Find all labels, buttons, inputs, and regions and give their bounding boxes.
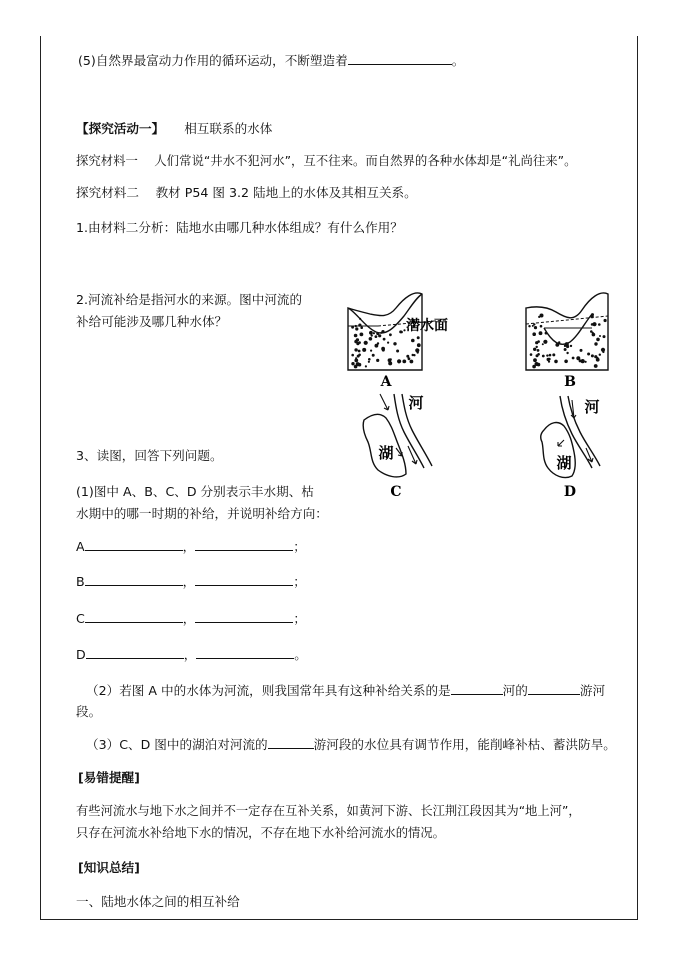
- soil-dot: [601, 348, 605, 352]
- soil-dot: [537, 349, 540, 352]
- easy-error-title: [易错提醒]: [78, 770, 140, 785]
- q3-2-blank-1[interactable]: [451, 683, 503, 695]
- soil-dot: [538, 316, 540, 318]
- river-label-d: 河: [584, 398, 600, 416]
- soil-dot: [356, 362, 360, 366]
- soil-dot: [594, 364, 598, 368]
- soil-dot: [354, 348, 357, 351]
- lake-label-c: 湖: [378, 444, 394, 462]
- soil-dot: [528, 325, 530, 327]
- answer-row-d: D ， 。: [76, 647, 307, 662]
- figure-d: [530, 390, 614, 502]
- question-3: 3、读图，回答下列问题。: [76, 448, 223, 463]
- soil-dot: [372, 354, 375, 357]
- soil-dot: [547, 358, 550, 361]
- soil-dot: [596, 338, 600, 342]
- soil-dot: [368, 358, 371, 361]
- soil-dot: [555, 343, 559, 347]
- question-3-1-line1: (1)图中 A、B、C、D 分别表示丰水期、枯: [76, 484, 314, 499]
- soil-dot: [532, 325, 534, 327]
- soil-dot: [382, 349, 385, 352]
- soil-dot: [536, 354, 539, 357]
- soil-dot: [599, 335, 601, 337]
- answer-row-b: B ， ；: [76, 574, 306, 589]
- soil-dot: [533, 348, 536, 351]
- soil-dot: [576, 356, 580, 360]
- soil-dot: [585, 361, 587, 363]
- soil-dot: [387, 342, 389, 344]
- soil-dot: [564, 345, 566, 347]
- soil-dot: [603, 335, 606, 338]
- soil-dot: [396, 350, 399, 353]
- soil-dot: [540, 325, 543, 328]
- soil-dot: [389, 333, 392, 336]
- figure-c: [358, 390, 442, 502]
- soil-dot: [370, 350, 372, 352]
- soil-dot: [360, 333, 364, 337]
- question-3-2-end: 段。: [76, 704, 102, 719]
- activity-subtitle: 相互联系的水体: [184, 121, 273, 136]
- easy-error-line1: 有些河流水与地下水之间并不一定存在互补关系，如黄河下游、长江荆江段因其为“地上河”，: [76, 804, 581, 818]
- easy-error-line2: 只存在河流水补给地下水的情况，不存在地下水补给河流水的情况。: [76, 826, 445, 840]
- answer-b-blank-2[interactable]: [195, 574, 293, 586]
- answer-d-blank-1[interactable]: [86, 647, 184, 659]
- soil-dot: [543, 340, 547, 344]
- soil-dot: [355, 357, 357, 359]
- soil-dot: [415, 348, 419, 352]
- figure-label-b: B: [564, 374, 576, 390]
- soil-dot: [354, 340, 357, 343]
- q5-blank[interactable]: [348, 53, 452, 65]
- soil-dot: [413, 354, 415, 356]
- river-label-c: 河: [408, 394, 424, 412]
- soil-dot: [546, 354, 548, 356]
- soil-dot: [542, 355, 545, 358]
- question-2-line2: 补给可能涉及哪几种水体？: [76, 314, 228, 329]
- soil-dot: [591, 354, 594, 357]
- soil-dot: [594, 355, 597, 358]
- answer-b-blank-1[interactable]: [85, 574, 183, 586]
- soil-dot: [554, 360, 558, 364]
- figure-label-a: A: [380, 374, 392, 390]
- answer-row-a: A ， ；: [76, 539, 306, 554]
- soil-dot: [408, 357, 411, 360]
- summary-title: [知识总结]: [78, 860, 140, 875]
- material-2: 探究材料二 教材 P54 图 3.2 陆地上的水体及其相互关系。: [76, 185, 417, 200]
- soil-dot: [375, 335, 378, 338]
- question-3-1-line2: 水期中的哪一时期的补给，并说明补给方向：: [76, 506, 328, 521]
- soil-dot: [381, 330, 384, 333]
- soil-dot: [599, 354, 601, 356]
- soil-dot: [362, 348, 366, 352]
- soil-dot: [369, 337, 373, 341]
- question-3-3: （3）C、D 图中的湖泊对河流的 游河段的水位具有调节作用，能削峰补枯、蓄洪防旱。: [86, 737, 616, 752]
- soil-dot: [368, 361, 370, 363]
- soil-dot: [594, 342, 597, 345]
- soil-dot: [360, 326, 363, 329]
- soil-dot: [532, 332, 536, 336]
- soil-dot: [373, 332, 375, 334]
- q5-text: (5)自然界最富动力作用的循环运动，不断塑造着: [78, 53, 348, 68]
- soil-dot: [351, 362, 354, 365]
- soil-dot: [417, 336, 420, 339]
- soil-dot: [351, 326, 354, 329]
- soil-dot: [566, 345, 569, 348]
- soil-dot: [369, 331, 373, 335]
- figure-b: [522, 286, 618, 390]
- soil-dot: [587, 353, 590, 356]
- soil-dot: [417, 343, 421, 347]
- q3-2-blank-2[interactable]: [528, 683, 580, 695]
- soil-dot: [383, 338, 386, 341]
- soil-dot: [410, 360, 414, 364]
- soil-dot: [598, 323, 601, 326]
- question-3-2: （2）若图 A 中的水体为河流，则我国常年具有这种补给关系的是 河的 游河: [86, 683, 606, 698]
- soil-dot: [564, 348, 567, 351]
- soil-dot: [566, 352, 568, 354]
- soil-dot: [542, 343, 544, 345]
- soil-dot: [590, 330, 593, 333]
- soil-dot: [530, 353, 533, 356]
- answer-row-c: C ， ；: [76, 611, 306, 626]
- answer-c-blank-2[interactable]: [195, 611, 293, 623]
- soil-dot: [604, 319, 607, 322]
- soil-dot: [591, 323, 594, 326]
- activity-title: 【探究活动一】: [76, 121, 165, 136]
- soil-dot: [359, 318, 361, 320]
- q5-line: (5)自然界最富动力作用的循环运动，不断塑造着 。: [78, 53, 465, 68]
- soil-dot: [536, 346, 538, 348]
- lake-label-d: 湖: [556, 454, 572, 472]
- soil-dot: [535, 341, 538, 344]
- soil-dot: [591, 313, 594, 316]
- soil-dot: [411, 339, 415, 343]
- soil-dot: [376, 332, 379, 335]
- soil-dot: [393, 342, 396, 345]
- soil-dot: [358, 324, 361, 327]
- water-table-label: 潜水面: [406, 318, 448, 334]
- activity-heading: [76, 121, 272, 137]
- soil-dot: [535, 362, 539, 366]
- answer-c-blank-1[interactable]: [85, 611, 183, 623]
- q3-3-blank[interactable]: [268, 737, 314, 749]
- soil-dot: [539, 331, 543, 335]
- soil-dot: [564, 360, 568, 364]
- soil-dot: [388, 358, 392, 362]
- soil-dot: [400, 331, 403, 334]
- soil-dot: [402, 360, 406, 364]
- answer-d-blank-2[interactable]: [196, 647, 294, 659]
- soil-dot: [533, 358, 537, 362]
- soil-dot: [545, 332, 548, 335]
- soil-dot: [580, 349, 583, 352]
- soil-dot: [552, 353, 555, 356]
- soil-dot: [351, 354, 354, 357]
- soil-dot: [397, 359, 401, 363]
- figure-label-c: C: [390, 484, 402, 500]
- soil-dot: [354, 334, 358, 338]
- summary-item-1: 一、陆地水体之间的相互补给: [76, 894, 240, 909]
- soil-dot: [376, 359, 379, 362]
- soil-dot: [572, 357, 575, 360]
- answer-a-blank-2[interactable]: [195, 539, 293, 551]
- soil-dot: [534, 326, 537, 329]
- question-2-line1: 2.河流补给是指河水的来源。图中河流的: [76, 292, 303, 307]
- figure-a: [344, 286, 452, 390]
- soil-dot: [375, 344, 379, 348]
- soil-dot: [357, 355, 360, 358]
- figure-label-d: D: [563, 484, 577, 500]
- soil-dot: [570, 345, 572, 347]
- soil-dot: [364, 341, 368, 345]
- soil-dot: [355, 325, 357, 327]
- soil-dot: [549, 354, 552, 357]
- soil-dot: [365, 365, 367, 367]
- soil-dot: [355, 327, 358, 330]
- answer-a-blank-1[interactable]: [85, 539, 183, 551]
- material-1: 探究材料一 人们常说“井水不犯河水”，互不往来。而自然界的各种水体却是“礼尚往来”。: [76, 153, 577, 168]
- soil-dot: [358, 350, 361, 353]
- question-1: 1.由材料二分析：陆地水由哪几种水体组成？有什么作用？: [76, 220, 403, 235]
